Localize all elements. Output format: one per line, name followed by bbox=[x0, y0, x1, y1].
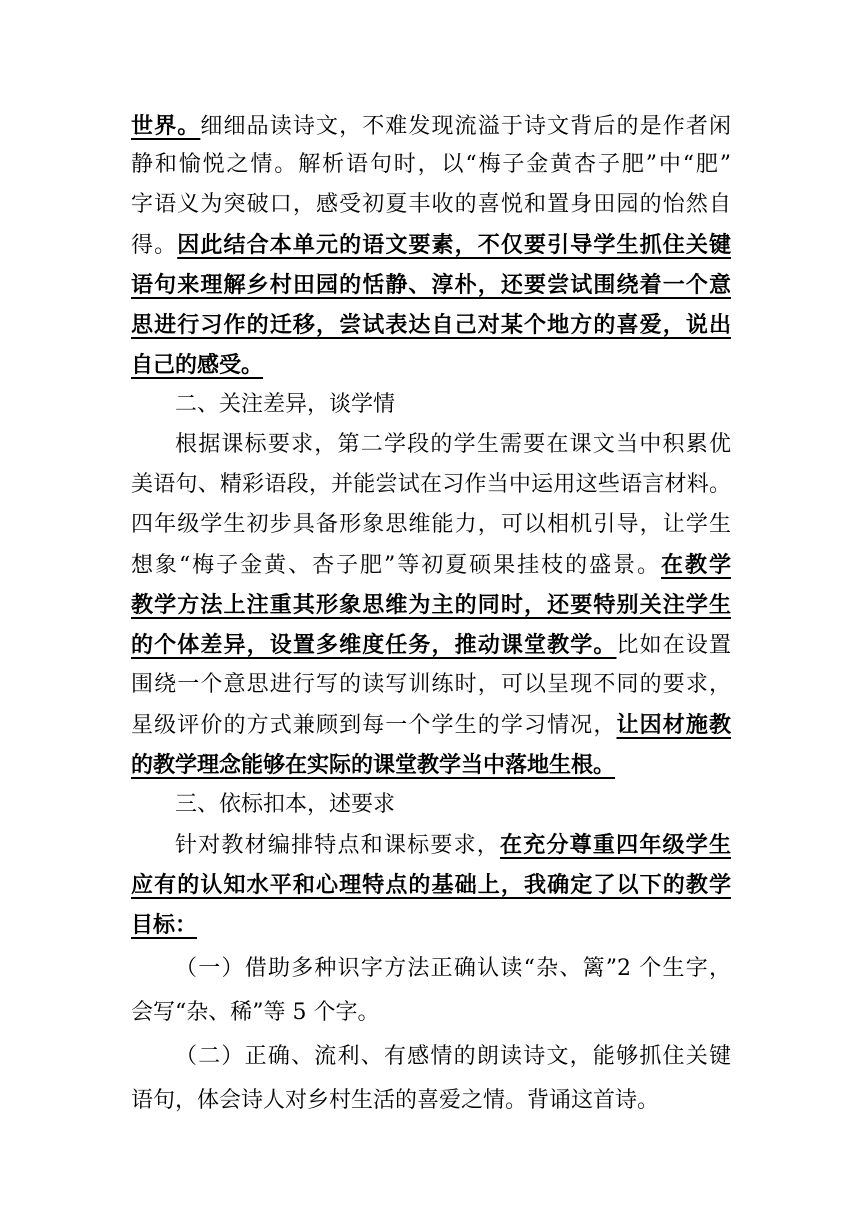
paragraph-line bbox=[131, 106, 731, 146]
paragraph-line bbox=[131, 745, 731, 785]
goal-1-line: （一）借助多种识字方法正确认读“杂、篱”2 个生字， bbox=[175, 956, 731, 981]
paragraph-line: 根据课标要求，第二学段的学生需要在课文当中积累优 bbox=[175, 432, 731, 457]
paragraph-line bbox=[131, 625, 731, 665]
body-text: 想象“梅子金黄、杏子肥”等初夏硕果挂枝的盛景。 bbox=[131, 553, 662, 578]
body-text: 得。 bbox=[131, 233, 178, 258]
paragraph-line bbox=[131, 225, 731, 265]
paragraph-line bbox=[131, 345, 731, 385]
emphasis-text: 的教学理念能够在实际的课堂教学当中落地生根。 bbox=[131, 752, 616, 778]
body-text: 星级评价的方式兼顾到每一个学生的学习情况， bbox=[131, 713, 617, 738]
emphasis-text: 在教学 bbox=[661, 552, 731, 578]
paragraph-line: 字语义为突破口，感受初夏丰收的喜悦和置身田园的怡然自 bbox=[131, 192, 731, 217]
emphasis-text: 的个体差异，设置多维度任务，推动课堂教学。 bbox=[131, 632, 617, 658]
paragraph-line: 语句来理解乡村田园的恬静、淳朴，还要尝试围绕着一个意 bbox=[131, 272, 731, 298]
paragraph-line: 应有的认知水平和心理特点的基础上，我确定了以下的教学 bbox=[131, 872, 731, 898]
goal-2-line: 语句，体会诗人对乡村生活的喜爱之情。背诵这首诗。 bbox=[131, 1088, 660, 1113]
emphasis-text: 自己的感受。 bbox=[131, 352, 264, 378]
paragraph-line bbox=[131, 705, 731, 745]
paragraph-line bbox=[131, 905, 731, 945]
emphasis-text: 让因材施教 bbox=[616, 712, 731, 738]
emphasis-text: 目标： bbox=[131, 912, 198, 938]
emphasis-text: 因此结合本单元的语文要素，不仅要引导学生抓住关键 bbox=[177, 232, 731, 258]
emphasis-text: 在充分尊重四年级学生 bbox=[500, 832, 731, 858]
paragraph-line: 静和愉悦之情。解析语句时，以“梅子金黄杏子肥”中“肥” bbox=[131, 152, 731, 177]
paragraph-line bbox=[131, 545, 731, 585]
body-text: 细细品读诗文，不难发现流溢于诗文背后的是作者闲 bbox=[200, 114, 731, 139]
paragraph-line: 思进行习作的迁移，尝试表达自己对某个地方的喜爱，说出 bbox=[131, 312, 731, 338]
paragraph-line bbox=[175, 825, 731, 865]
paragraph-line: 四年级学生初步具备形象思维能力，可以相机引导，让学生 bbox=[131, 512, 731, 537]
paragraph-line: 围绕一个意思进行写的读写训练时，可以呈现不同的要求， bbox=[131, 672, 731, 697]
emphasis-text: 世界。 bbox=[131, 113, 201, 139]
section-heading-2: 二、关注差异，谈学情 bbox=[175, 392, 396, 417]
body-text: 针对教材编排特点和课标要求， bbox=[175, 833, 501, 858]
section-heading-3: 三、依标扣本，述要求 bbox=[175, 792, 396, 817]
paragraph-line: 美语句、精彩语段，并能尝试在习作当中运用这些语言材料。 bbox=[131, 472, 731, 497]
goal-1-line: 会写“杂、稀”等 5 个字。 bbox=[131, 1000, 380, 1025]
goal-2-line: （二）正确、流利、有感情的朗读诗文，能够抓住关键 bbox=[175, 1044, 731, 1069]
body-text: 比如在设置 bbox=[616, 633, 731, 658]
paragraph-line: 教学方法上注重其形象思维为主的同时，还要特别关注学生 bbox=[131, 592, 731, 618]
